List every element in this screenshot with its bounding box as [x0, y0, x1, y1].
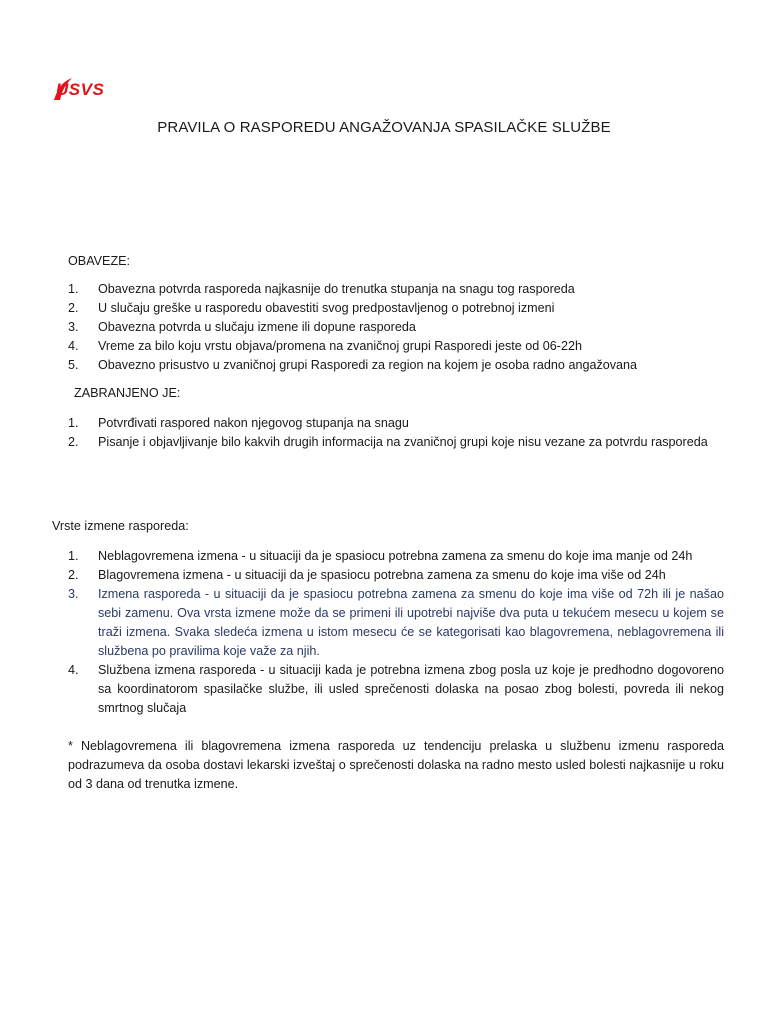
- vrste-heading: Vrste izmene rasporeda:: [52, 519, 189, 533]
- document-title: PRAVILA O RASPOREDU ANGAŽOVANJA SPASILAČKE SLUŽBE: [157, 119, 611, 136]
- obaveze-list: [68, 280, 708, 375]
- zabranjeno-list: [68, 414, 718, 452]
- list-item: 3. Izmena rasporeda - u situaciji da je spasiocu potrebna zamena za smenu do koje ima više od 72h ili je našao sebi zamenu. Ova vrsta izmene može da se primeni ili upotrebi najviše dva puta u tekućem mesecu u kojem se traži izmena. Svaka sledeća izmena u istom mesecu će se kategorisati kao blagovremena, neblagovremena ili službena po pravilima koje važe za njih.: [68, 587, 724, 658]
- list-item: 2. Pisanje i objavljivanje bilo kakvih drugih informacija na zvaničnoj grupi koje nisu vezane za potvrdu rasporeda: [68, 435, 708, 449]
- list-item: 3. Obavezna potvrda u slučaju izmene ili dopune rasporeda: [68, 320, 416, 334]
- vrste-list: [52, 547, 724, 718]
- list-item: 1. Neblagovremena izmena - u situaciji da je spasiocu potrebna zamena za smenu do koje ima manje od 24h: [68, 549, 693, 563]
- list-item: 1. Obavezna potvrda rasporeda najkasnije do trenutka stupanja na snagu tog rasporeda: [68, 282, 575, 296]
- zabranjeno-heading: ZABRANJENO JE:: [74, 386, 181, 400]
- vrste-section: [52, 517, 724, 718]
- list-item: 4. Službena izmena rasporeda - u situaciji kada je potrebna izmena zbog posla uz koje je predhodno dogovoreno sa koordinatorom spasilačke službe, ili usled sprečenosti dolaska na posao zbog bolesti, povreda ili nekog smrtnog slučaja: [68, 663, 724, 715]
- footnote: * Neblagovremena ili blagovremena izmena rasporeda uz tendenciju prelaska u službenu izmenu rasporeda podrazumeva da osoba dostavi lekarski izveštaj o sprečenosti dolaska na radno mesto usled bolesti najkasnije u roku od 3 dana od trenutka izmene.: [68, 739, 724, 791]
- obaveze-heading: OBAVEZE:: [68, 254, 131, 268]
- logo-wordmark: USVS: [56, 80, 105, 99]
- zabranjeno-section: [68, 384, 718, 452]
- usvs-logo: [52, 76, 124, 102]
- list-item: 1. Potvrđivati raspored nakon njegovog stupanja na snagu: [68, 416, 409, 430]
- list-item: 5. Obavezno prisustvo u zvaničnoj grupi Rasporedi za region na kojem je osoba radno angažovana: [68, 358, 638, 372]
- list-item: 2. U slučaju greške u rasporedu obavestiti svog predpostavljenog o potrebnoj izmeni: [68, 301, 555, 315]
- list-item: 2. Blagovremena izmena - u situaciji da je spasiocu potrebna zamena za smenu do koje ima više od 24h: [68, 568, 666, 582]
- obaveze-section: [68, 252, 708, 375]
- list-item: 4. Vreme za bilo koju vrstu objava/promena na zvaničnoj grupi Rasporedi jeste od 06-22h: [68, 339, 582, 353]
